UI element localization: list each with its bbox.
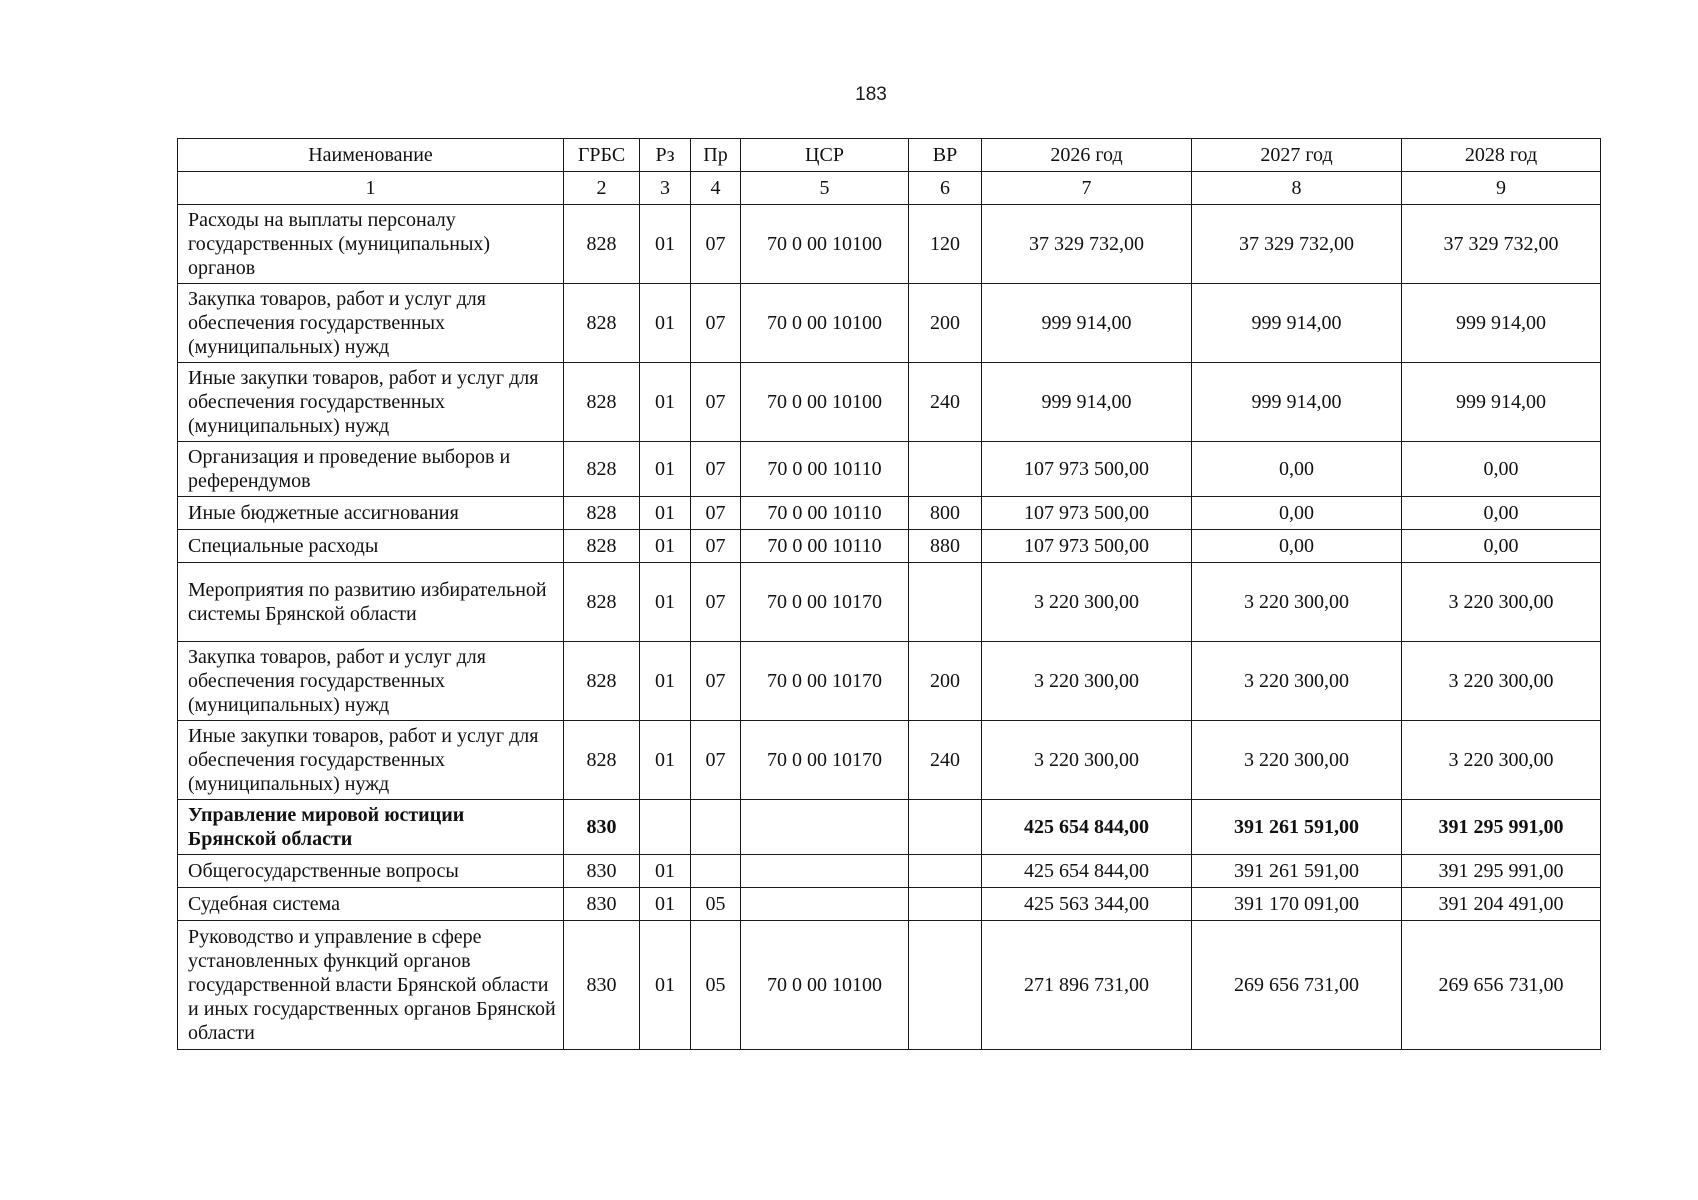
row-2027: 391 261 591,00 [1192, 800, 1402, 855]
row-2027: 391 261 591,00 [1192, 855, 1402, 888]
column-number: 5 [741, 172, 909, 205]
header-name: Наименование [178, 139, 564, 172]
row-2027: 3 220 300,00 [1192, 563, 1402, 642]
row-grbs: 830 [564, 855, 640, 888]
row-name: Закупка товаров, работ и услуг для обеспечения государственных (муниципальных) нужд [178, 284, 564, 363]
row-pr: 05 [691, 921, 741, 1050]
table-body [178, 205, 1601, 1050]
row-rz: 01 [640, 497, 691, 530]
row-rz: 01 [640, 530, 691, 563]
row-csr: 70 0 00 10170 [741, 563, 909, 642]
row-2027: 3 220 300,00 [1192, 721, 1402, 800]
row-2026: 271 896 731,00 [982, 921, 1192, 1050]
row-name: Мероприятия по развитию избирательной системы Брянской области [178, 563, 564, 642]
row-csr: 70 0 00 10110 [741, 497, 909, 530]
row-pr: 07 [691, 363, 741, 442]
row-pr: 07 [691, 642, 741, 721]
header-csr: ЦСР [741, 139, 909, 172]
row-2028: 391 295 991,00 [1402, 800, 1601, 855]
column-number: 4 [691, 172, 741, 205]
row-2027: 3 220 300,00 [1192, 642, 1402, 721]
row-vr: 200 [909, 284, 982, 363]
row-2026: 425 654 844,00 [982, 800, 1192, 855]
row-2026: 37 329 732,00 [982, 205, 1192, 284]
row-rz: 01 [640, 642, 691, 721]
row-vr [909, 921, 982, 1050]
row-name: Расходы на выплаты персоналу государственных (муниципальных) органов [178, 205, 564, 284]
row-rz [640, 800, 691, 855]
row-pr: 07 [691, 563, 741, 642]
row-name: Руководство и управление в сфере установленных функций органов государственной власти Брянской области и иных государственных органов Брянской области [178, 921, 564, 1050]
row-vr: 800 [909, 497, 982, 530]
row-vr [909, 442, 982, 497]
row-pr: 07 [691, 442, 741, 497]
row-csr [741, 855, 909, 888]
row-pr: 07 [691, 284, 741, 363]
row-rz: 01 [640, 205, 691, 284]
row-grbs: 828 [564, 642, 640, 721]
row-rz: 01 [640, 284, 691, 363]
row-2028: 0,00 [1402, 530, 1601, 563]
header-vr: ВР [909, 139, 982, 172]
table-row [178, 284, 1601, 363]
page-number: 183 [855, 84, 887, 105]
row-2028: 0,00 [1402, 497, 1601, 530]
table-row [178, 442, 1601, 497]
table-header-row [178, 139, 1601, 172]
row-2026: 425 563 344,00 [982, 888, 1192, 921]
row-2028: 999 914,00 [1402, 284, 1601, 363]
row-grbs: 830 [564, 800, 640, 855]
row-csr: 70 0 00 10110 [741, 442, 909, 497]
row-2027: 0,00 [1192, 530, 1402, 563]
row-name: Судебная система [178, 888, 564, 921]
header-grbs: ГРБС [564, 139, 640, 172]
row-2027: 0,00 [1192, 497, 1402, 530]
row-name: Управление мировой юстиции Брянской области [178, 800, 564, 855]
row-2028: 391 204 491,00 [1402, 888, 1601, 921]
row-pr [691, 800, 741, 855]
row-name: Организация и проведение выборов и референдумов [178, 442, 564, 497]
row-2026: 999 914,00 [982, 363, 1192, 442]
row-2026: 3 220 300,00 [982, 721, 1192, 800]
row-vr: 120 [909, 205, 982, 284]
row-2028: 391 295 991,00 [1402, 855, 1601, 888]
header-pr: Пр [691, 139, 741, 172]
row-grbs: 828 [564, 363, 640, 442]
row-grbs: 828 [564, 497, 640, 530]
row-pr [691, 855, 741, 888]
row-name: Общегосударственные вопросы [178, 855, 564, 888]
table-row [178, 642, 1601, 721]
row-vr [909, 855, 982, 888]
row-2027: 269 656 731,00 [1192, 921, 1402, 1050]
row-csr [741, 888, 909, 921]
row-grbs: 828 [564, 530, 640, 563]
row-pr: 05 [691, 888, 741, 921]
column-number-row [178, 172, 1601, 205]
row-csr: 70 0 00 10110 [741, 530, 909, 563]
row-2027: 999 914,00 [1192, 284, 1402, 363]
row-grbs: 828 [564, 205, 640, 284]
row-rz: 01 [640, 888, 691, 921]
column-number: 2 [564, 172, 640, 205]
row-2026: 107 973 500,00 [982, 497, 1192, 530]
header-rz: Рз [640, 139, 691, 172]
row-name: Иные бюджетные ассигнования [178, 497, 564, 530]
row-csr: 70 0 00 10100 [741, 921, 909, 1050]
row-rz: 01 [640, 855, 691, 888]
row-2028: 269 656 731,00 [1402, 921, 1601, 1050]
table-row [178, 563, 1601, 642]
table-row [178, 855, 1601, 888]
row-name: Специальные расходы [178, 530, 564, 563]
header-2028: 2028 год [1402, 139, 1601, 172]
row-grbs: 828 [564, 563, 640, 642]
row-pr: 07 [691, 205, 741, 284]
row-2027: 999 914,00 [1192, 363, 1402, 442]
row-pr: 07 [691, 721, 741, 800]
table-row [178, 497, 1601, 530]
row-csr: 70 0 00 10100 [741, 284, 909, 363]
row-vr [909, 563, 982, 642]
row-vr: 240 [909, 721, 982, 800]
row-2028: 3 220 300,00 [1402, 642, 1601, 721]
table-row-section [178, 800, 1601, 855]
row-name: Иные закупки товаров, работ и услуг для обеспечения государственных (муниципальных) нужд [178, 721, 564, 800]
row-pr: 07 [691, 530, 741, 563]
row-2028: 999 914,00 [1402, 363, 1601, 442]
row-grbs: 828 [564, 721, 640, 800]
column-number: 3 [640, 172, 691, 205]
row-2028: 3 220 300,00 [1402, 563, 1601, 642]
row-csr: 70 0 00 10100 [741, 205, 909, 284]
budget-table [177, 138, 1601, 1050]
row-grbs: 830 [564, 921, 640, 1050]
table-row [178, 530, 1601, 563]
row-rz: 01 [640, 442, 691, 497]
row-csr: 70 0 00 10170 [741, 721, 909, 800]
row-2027: 391 170 091,00 [1192, 888, 1402, 921]
row-rz: 01 [640, 563, 691, 642]
row-2028: 37 329 732,00 [1402, 205, 1601, 284]
row-2027: 0,00 [1192, 442, 1402, 497]
row-2026: 107 973 500,00 [982, 442, 1192, 497]
row-name: Закупка товаров, работ и услуг для обеспечения государственных (муниципальных) нужд [178, 642, 564, 721]
row-grbs: 830 [564, 888, 640, 921]
row-rz: 01 [640, 363, 691, 442]
row-vr: 200 [909, 642, 982, 721]
row-2028: 3 220 300,00 [1402, 721, 1601, 800]
header-2027: 2027 год [1192, 139, 1402, 172]
row-vr [909, 888, 982, 921]
column-number: 1 [178, 172, 564, 205]
row-vr: 240 [909, 363, 982, 442]
column-number: 7 [982, 172, 1192, 205]
row-2026: 3 220 300,00 [982, 642, 1192, 721]
row-rz: 01 [640, 721, 691, 800]
table-row [178, 888, 1601, 921]
row-2026: 3 220 300,00 [982, 563, 1192, 642]
row-2026: 999 914,00 [982, 284, 1192, 363]
table-row [178, 205, 1601, 284]
row-pr: 07 [691, 497, 741, 530]
column-number: 8 [1192, 172, 1402, 205]
row-2026: 425 654 844,00 [982, 855, 1192, 888]
header-2026: 2026 год [982, 139, 1192, 172]
column-number: 6 [909, 172, 982, 205]
table-row [178, 721, 1601, 800]
row-csr: 70 0 00 10170 [741, 642, 909, 721]
row-grbs: 828 [564, 442, 640, 497]
row-csr: 70 0 00 10100 [741, 363, 909, 442]
row-name: Иные закупки товаров, работ и услуг для обеспечения государственных (муниципальных) нужд [178, 363, 564, 442]
row-grbs: 828 [564, 284, 640, 363]
row-2028: 0,00 [1402, 442, 1601, 497]
table-row [178, 921, 1601, 1050]
row-vr: 880 [909, 530, 982, 563]
column-number: 9 [1402, 172, 1601, 205]
table-row [178, 363, 1601, 442]
row-2027: 37 329 732,00 [1192, 205, 1402, 284]
row-vr [909, 800, 982, 855]
row-csr [741, 800, 909, 855]
row-rz: 01 [640, 921, 691, 1050]
row-2026: 107 973 500,00 [982, 530, 1192, 563]
